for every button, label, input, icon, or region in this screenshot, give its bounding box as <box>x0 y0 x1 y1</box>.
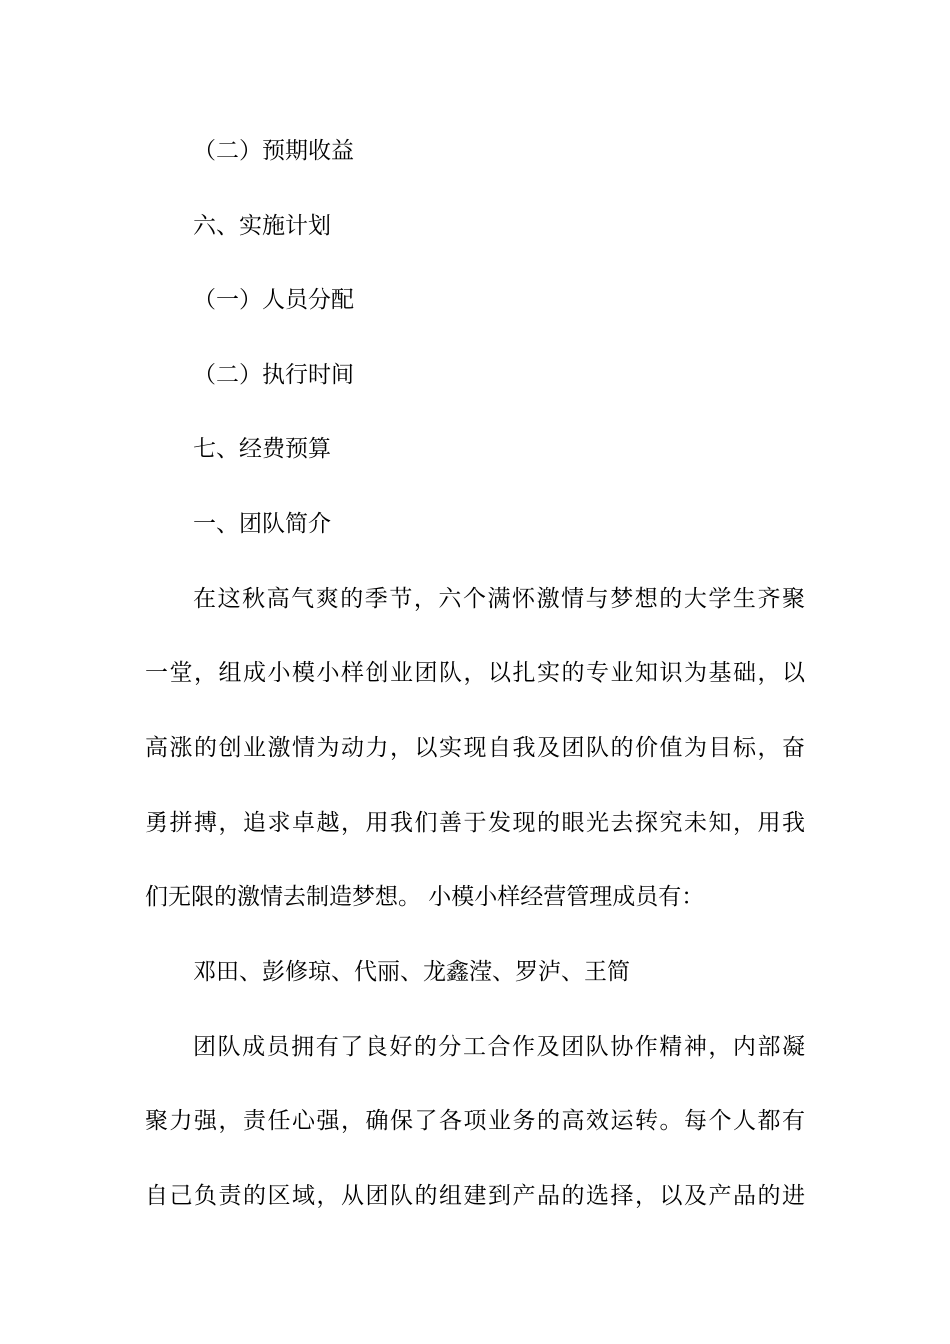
paragraph-line: 自己负责的区域，从团队的组建到产品的选择，以及产品的进 <box>145 1183 805 1209</box>
paragraph-line: 们无限的激情去制造梦想。 小模小样经营管理成员有： <box>145 884 705 910</box>
paragraph-line: 勇拼搏，追求卓越，用我们善于发现的眼光去探究未知，用我 <box>145 810 805 836</box>
heading-staff-allocation: （一）人员分配 <box>193 287 354 313</box>
heading-budget: 七、经费预算 <box>193 436 331 462</box>
paragraph-line: 一堂，组成小模小样创业团队，以扎实的专业知识为基础，以 <box>145 660 805 686</box>
heading-execution-time: （二）执行时间 <box>193 362 354 388</box>
paragraph-line: 高涨的创业激情为动力，以实现自我及团队的价值为目标，奋 <box>145 735 805 761</box>
heading-team-intro: 一、团队简介 <box>193 511 331 537</box>
paragraph-line: 在这秋高气爽的季节，六个满怀激情与梦想的大学生齐聚 <box>193 586 805 612</box>
paragraph-line: 团队成员拥有了良好的分工合作及团队协作精神，内部凝 <box>193 1034 805 1060</box>
heading-expected-revenue: （二）预期收益 <box>193 138 354 164</box>
paragraph-line: 聚力强，责任心强，确保了各项业务的高效运转。每个人都有 <box>145 1108 805 1134</box>
team-members-line: 邓田、彭修琼、代丽、龙鑫滢、罗泸、王简 <box>193 959 630 985</box>
heading-implementation-plan: 六、实施计划 <box>193 213 331 239</box>
